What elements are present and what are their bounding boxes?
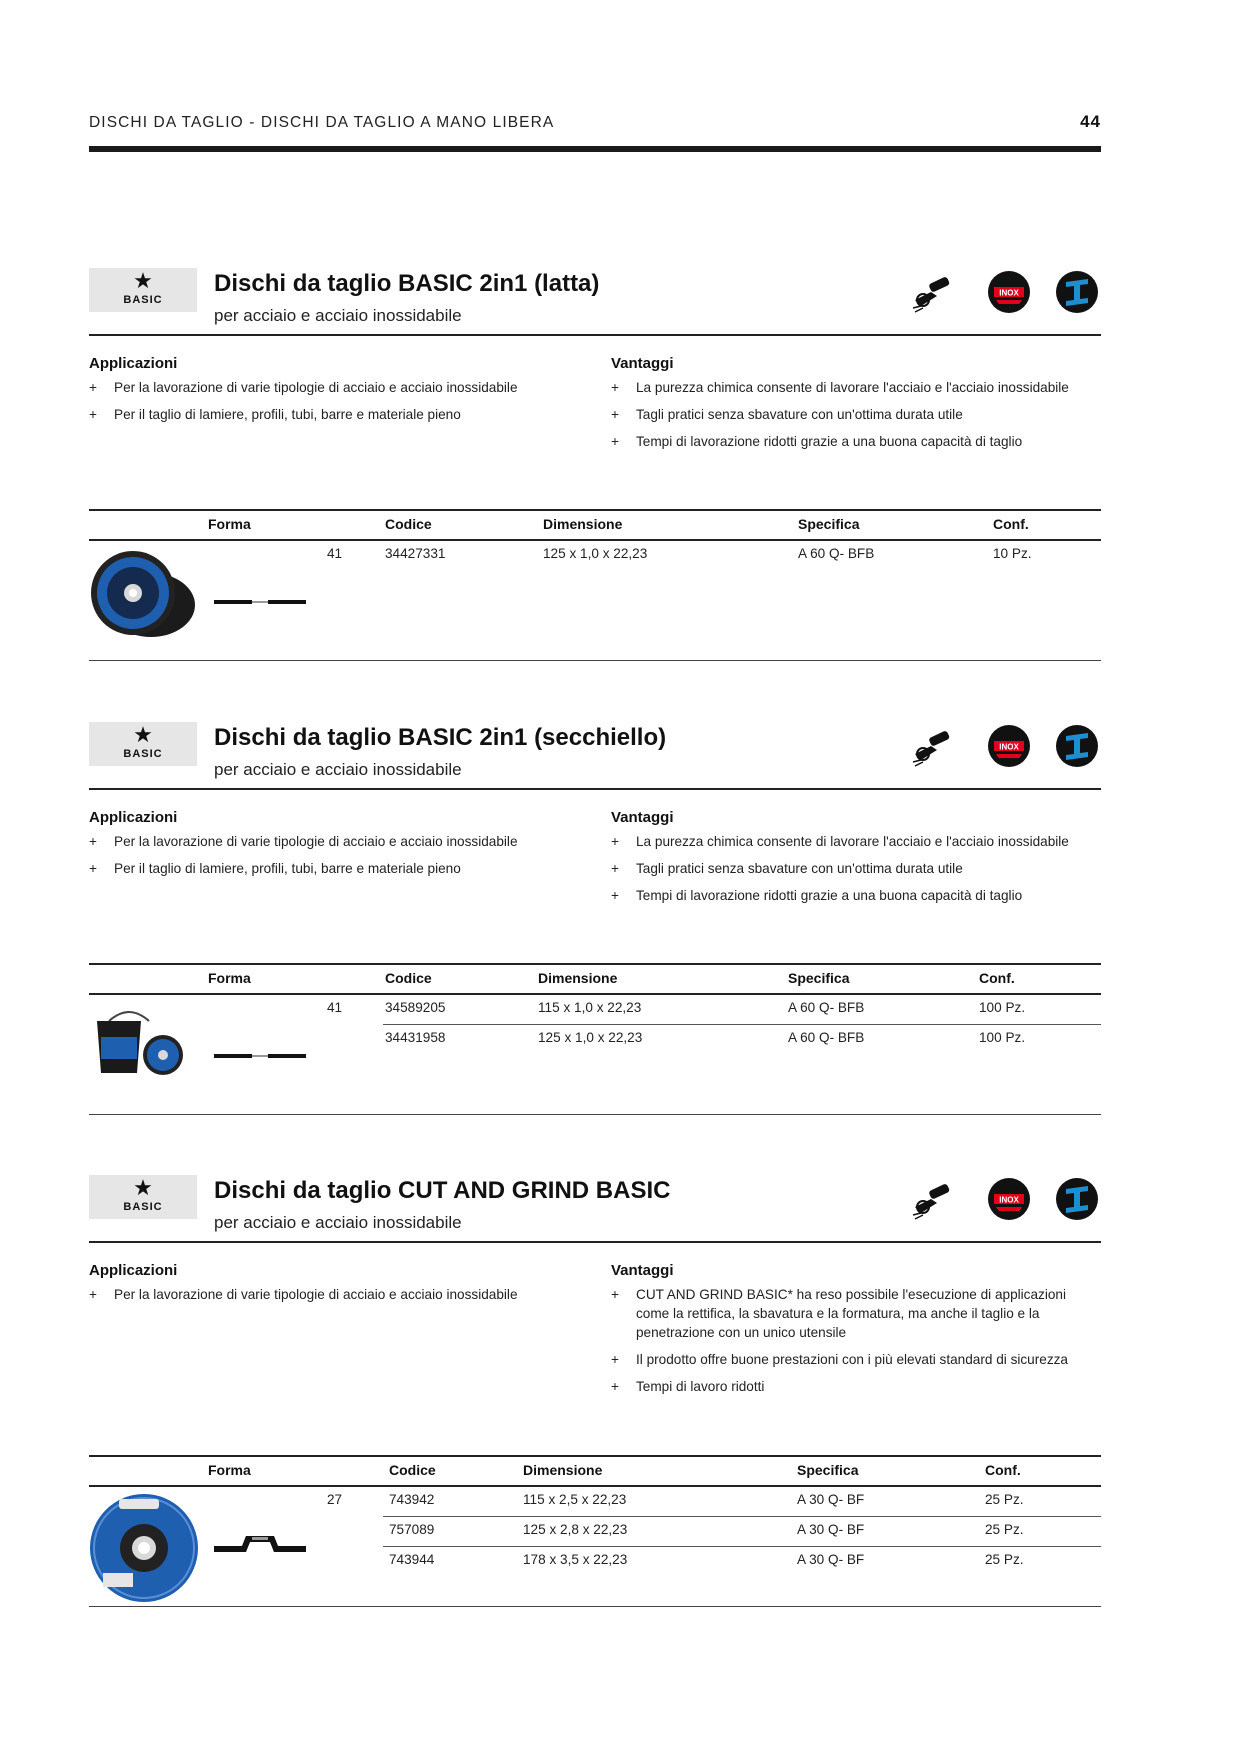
codice-cell: 743942 — [389, 1492, 435, 1507]
table-row — [89, 541, 1101, 571]
star-icon: ★ — [133, 722, 153, 747]
table-row — [89, 1025, 1101, 1055]
specifica-cell: A 60 Q- BFB — [788, 1030, 865, 1045]
col-specifica: Specifica — [797, 1462, 859, 1478]
list-item: + Tempi di lavorazione ridotti grazie a una buona capacità di taglio — [611, 888, 1023, 903]
product-section-secchiello — [89, 722, 1101, 1122]
forma-value: 27 — [327, 1492, 343, 1507]
advantages-list — [611, 832, 1101, 913]
angle-grinder-icon — [911, 1177, 955, 1221]
list-item: + Per la lavorazione di varie tipologie di acciaio e acciaio inossidabile — [89, 1287, 518, 1302]
dimensione-cell: 178 x 3,5 x 22,23 — [523, 1552, 628, 1567]
star-icon: ★ — [133, 1175, 153, 1200]
section-title: Dischi da taglio CUT AND GRIND BASIC — [214, 1177, 671, 1204]
col-codice: Codice — [385, 970, 432, 986]
product-table — [89, 509, 1101, 661]
page-header-title: DISCHI DA TAGLIO - DISCHI DA TAGLIO A MANO LIBERA — [89, 114, 555, 131]
inox-icon — [987, 724, 1031, 768]
svg-text:INOX: INOX — [999, 742, 1019, 752]
codice-cell: 743944 — [389, 1552, 435, 1567]
product-table — [89, 1455, 1101, 1607]
col-specifica: Specifica — [798, 516, 860, 532]
list-item: + Tempi di lavoro ridotti — [611, 1379, 765, 1394]
advantages-heading: Vantaggi — [611, 355, 674, 372]
page-number: 44 — [1080, 112, 1101, 131]
basic-badge — [89, 1175, 197, 1219]
star-icon: ★ — [133, 268, 153, 293]
list-item: + CUT AND GRIND BASIC* ha reso possibile l'esecuzione di applicazioni come la rettifica, la sbavatura e la formatura, ma anche il taglio e la penetrazione con un unico utensile — [611, 1287, 1066, 1340]
table-row — [89, 1517, 1101, 1547]
inox-icon — [987, 1177, 1031, 1221]
steel-beam-icon — [1055, 724, 1099, 768]
forma-value: 41 — [327, 1000, 343, 1015]
list-item: + Tempi di lavorazione ridotti grazie a una buona capacità di taglio — [611, 434, 1023, 449]
badge-label: BASIC — [123, 1201, 163, 1213]
col-conf: Conf. — [979, 970, 1015, 986]
specifica-cell: A 30 Q- BF — [797, 1552, 865, 1567]
advantages-list — [611, 1285, 1101, 1404]
conf-cell: 100 Pz. — [979, 1000, 1026, 1015]
svg-text:INOX: INOX — [999, 1195, 1019, 1205]
svg-text:INOX: INOX — [999, 288, 1019, 298]
applications-heading: Applicazioni — [89, 1262, 178, 1279]
table-row — [89, 1547, 1101, 1577]
advantages-heading: Vantaggi — [611, 809, 674, 826]
section-title: Dischi da taglio BASIC 2in1 (secchiello) — [214, 724, 667, 751]
advantages-heading: Vantaggi — [611, 1262, 674, 1279]
col-dimensione: Dimensione — [543, 516, 623, 532]
col-codice: Codice — [389, 1462, 436, 1478]
badge-label: BASIC — [123, 294, 163, 306]
section-subtitle: per acciaio e acciaio inossidabile — [214, 760, 462, 779]
applications-heading: Applicazioni — [89, 809, 178, 826]
inox-icon — [987, 270, 1031, 314]
badge-label: BASIC — [123, 748, 163, 760]
col-dimensione: Dimensione — [523, 1462, 603, 1478]
list-item: + Per il taglio di lamiere, profili, tubi, barre e materiale pieno — [89, 407, 461, 422]
col-dimensione: Dimensione — [538, 970, 618, 986]
page-header — [89, 112, 1101, 152]
product-section-latta — [89, 268, 1101, 668]
steel-beam-icon — [1055, 270, 1099, 314]
col-conf: Conf. — [993, 516, 1029, 532]
angle-grinder-icon — [911, 724, 955, 768]
specifica-cell: A 60 Q- BFB — [798, 546, 875, 561]
section-divider — [89, 1241, 1101, 1243]
section-divider — [89, 788, 1101, 790]
list-item: + Per il taglio di lamiere, profili, tubi, barre e materiale pieno — [89, 861, 461, 876]
dimensione-cell: 115 x 1,0 x 22,23 — [538, 1000, 642, 1015]
applications-list — [89, 1285, 569, 1312]
section-divider — [89, 334, 1101, 336]
advantages-list — [611, 378, 1101, 459]
conf-cell: 25 Pz. — [985, 1552, 1024, 1567]
list-item: + Per la lavorazione di varie tipologie di acciaio e acciaio inossidabile — [89, 380, 518, 395]
dimensione-cell: 125 x 1,0 x 22,23 — [538, 1030, 643, 1045]
list-item: + La purezza chimica consente di lavorare l'acciaio e l'acciaio inossidabile — [611, 380, 1069, 395]
col-codice: Codice — [385, 516, 432, 532]
angle-grinder-icon — [911, 270, 955, 314]
product-section-cut-and-grind — [89, 1175, 1101, 1615]
col-conf: Conf. — [985, 1462, 1021, 1478]
basic-badge — [89, 268, 197, 312]
dimensione-cell: 125 x 1,0 x 22,23 — [543, 546, 648, 561]
specifica-cell: A 30 Q- BF — [797, 1522, 865, 1537]
col-forma: Forma — [208, 970, 251, 986]
table-row — [89, 1487, 1101, 1517]
list-item: + Il prodotto offre buone prestazioni con i più elevati standard di sicurezza — [611, 1352, 1068, 1367]
table-row — [89, 995, 1101, 1025]
list-item: + La purezza chimica consente di lavorare l'acciaio e l'acciaio inossidabile — [611, 834, 1069, 849]
product-table — [89, 963, 1101, 1115]
codice-cell: 34427331 — [385, 546, 446, 561]
section-subtitle: per acciaio e acciaio inossidabile — [214, 306, 462, 325]
col-forma: Forma — [208, 1462, 251, 1478]
col-forma: Forma — [208, 516, 251, 532]
section-title: Dischi da taglio BASIC 2in1 (latta) — [214, 270, 600, 297]
codice-cell: 34589205 — [385, 1000, 446, 1015]
conf-cell: 25 Pz. — [985, 1522, 1024, 1537]
conf-cell: 100 Pz. — [979, 1030, 1026, 1045]
codice-cell: 34431958 — [385, 1030, 446, 1045]
applications-heading: Applicazioni — [89, 355, 178, 372]
specifica-cell: A 30 Q- BF — [797, 1492, 865, 1507]
col-specifica: Specifica — [788, 970, 850, 986]
section-subtitle: per acciaio e acciaio inossidabile — [214, 1213, 462, 1232]
dimensione-cell: 115 x 2,5 x 22,23 — [523, 1492, 627, 1507]
steel-beam-icon — [1055, 1177, 1099, 1221]
list-item: + Tagli pratici senza sbavature con un'ottima durata utile — [611, 407, 963, 422]
forma-value: 41 — [327, 546, 343, 561]
usage-icons — [911, 1175, 1101, 1223]
header-divider — [89, 146, 1101, 152]
specifica-cell: A 60 Q- BFB — [788, 1000, 865, 1015]
codice-cell: 757089 — [389, 1522, 435, 1537]
dimensione-cell: 125 x 2,8 x 22,23 — [523, 1522, 628, 1537]
usage-icons — [911, 268, 1101, 316]
applications-list — [89, 378, 569, 432]
list-item: + Per la lavorazione di varie tipologie di acciaio e acciaio inossidabile — [89, 834, 518, 849]
conf-cell: 25 Pz. — [985, 1492, 1024, 1507]
basic-badge — [89, 722, 197, 766]
flat-disc-profile-icon — [214, 598, 306, 606]
usage-icons — [911, 722, 1101, 770]
conf-cell: 10 Pz. — [993, 546, 1032, 561]
applications-list — [89, 832, 569, 886]
list-item: + Tagli pratici senza sbavature con un'ottima durata utile — [611, 861, 963, 876]
